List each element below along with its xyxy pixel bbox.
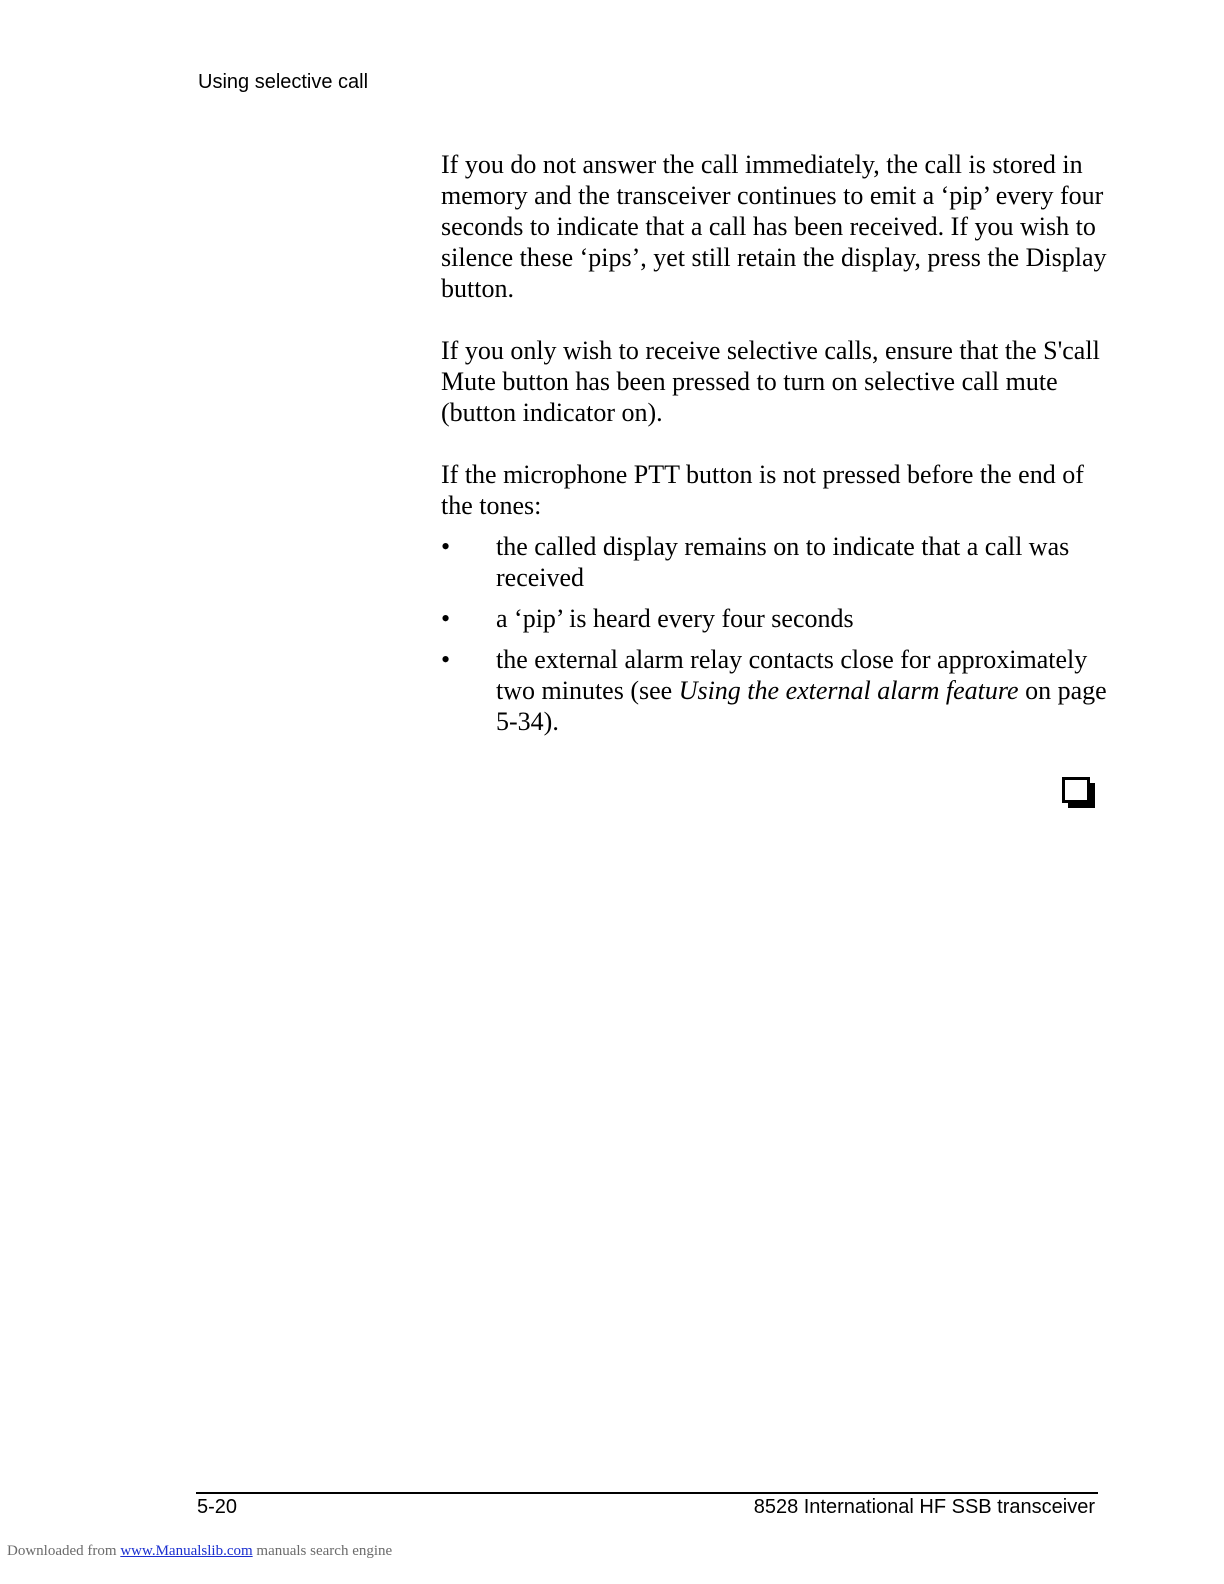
page-number: 5-20 xyxy=(197,1496,238,1518)
list-item-text: a ‘pip’ is heard every four seconds xyxy=(496,604,854,633)
main-content xyxy=(441,149,1121,747)
footer-product-title: 8528 International HF SSB transceiver xyxy=(753,1496,1095,1518)
bullet-list xyxy=(441,531,1121,737)
cross-reference: Using the external alarm feature xyxy=(678,676,1019,705)
list-item-text xyxy=(496,645,1107,736)
paragraph-ptt-not-pressed: If the microphone PTT button is not pressed before the end of the tones: xyxy=(441,460,1084,520)
bullet-icon: • xyxy=(441,645,451,674)
paragraph-unanswered-call: If you do not answer the call immediately, the call is stored in memory and the transceiver continues to emit a ‘pip’ every four seconds to indicate that a call has been received. If you wish to silence these ‘pips’, yet still retain the display, press the Display button. xyxy=(441,150,1107,303)
download-suffix: manuals search engine xyxy=(252,1543,393,1559)
list-item-text: the called display remains on to indicate that a call was received xyxy=(496,532,1070,592)
running-header: Using selective call xyxy=(198,71,369,93)
download-notice xyxy=(7,1541,392,1561)
list-item xyxy=(441,603,1121,634)
hollow-box-end-icon xyxy=(1062,777,1096,809)
list-item xyxy=(441,531,1121,593)
paragraph-selective-call-mute: If you only wish to receive selective calls, ensure that the S'call Mute button has been pressed to turn on selective call mute (button indicator on). xyxy=(441,336,1100,427)
download-prefix: Downloaded from xyxy=(7,1543,121,1559)
list-item xyxy=(441,644,1121,737)
list-item-text-after: on page 5-34). xyxy=(496,676,1107,736)
manualslib-link[interactable]: www.Manualslib.com xyxy=(120,1543,253,1559)
bullet-icon: • xyxy=(441,532,451,561)
list-item-text-before: the external alarm relay contacts close for approximately two minutes (see xyxy=(496,645,1088,705)
bullet-icon: • xyxy=(441,604,451,633)
